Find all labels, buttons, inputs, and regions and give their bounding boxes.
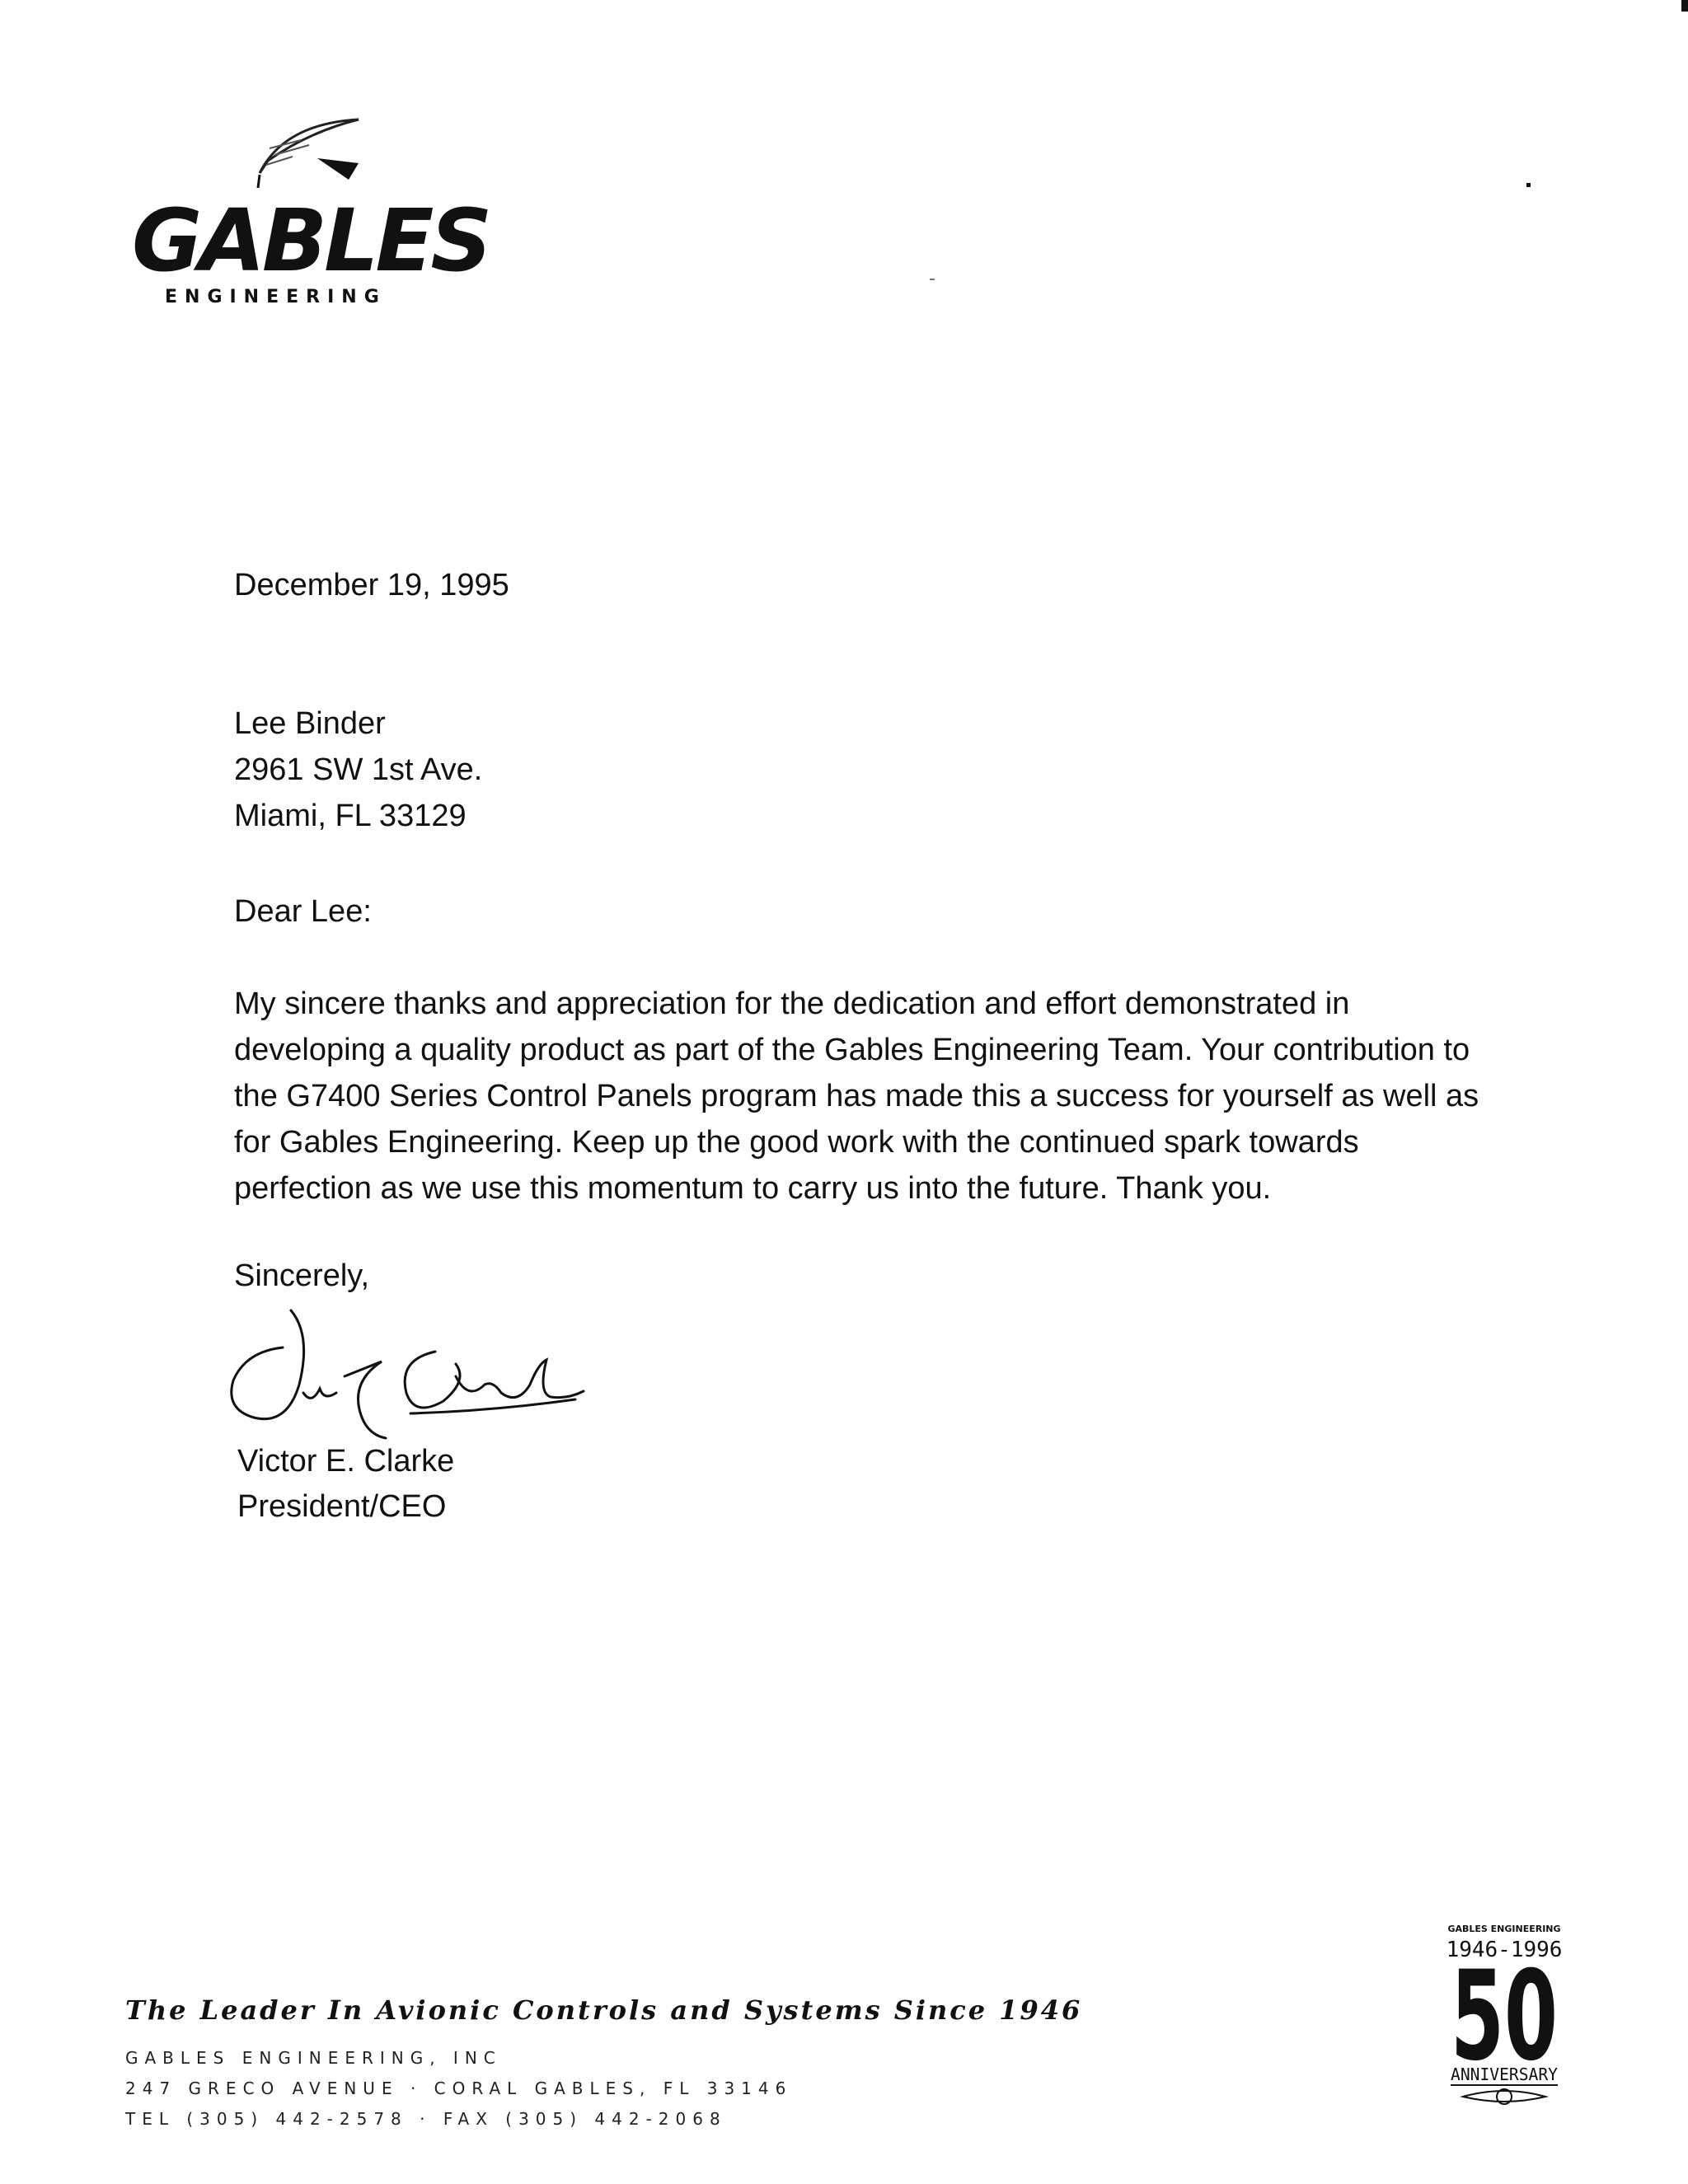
body-line: developing a quality product as part of the Gables Engineering Team. Your contribution to bbox=[234, 1033, 1470, 1067]
footer-company-line: GABLES ENGINEERING, INC bbox=[125, 2048, 502, 2068]
seal-years: 1946-1996 bbox=[1447, 1938, 1562, 1962]
body-line: My sincere thanks and appreciation for the dedication and effort demonstrated in bbox=[234, 987, 1350, 1021]
signer-title: President/CEO bbox=[237, 1489, 447, 1524]
footer-phone-line: TEL (305) 442-2578 · FAX (305) 442-2068 bbox=[125, 2109, 727, 2129]
body-line: perfection as we use this momentum to carry us into the future. Thank you. bbox=[234, 1171, 1272, 1206]
handwritten-signature-icon bbox=[221, 1302, 600, 1442]
company-tagline: The Leader In Avionic Controls and Systems Since 1946 bbox=[125, 1994, 1083, 2026]
seal-number: 50 bbox=[1451, 1945, 1558, 2088]
closing: Sincerely, bbox=[234, 1258, 370, 1293]
gables-wing-logo-icon bbox=[251, 115, 367, 190]
company-logo-subtitle: ENGINEERING bbox=[165, 287, 387, 307]
seal-top-text: GABLES ENGINEERING bbox=[1447, 1924, 1561, 1934]
letter-date: December 19, 1995 bbox=[234, 568, 509, 602]
anniversary-seal-icon bbox=[1447, 1920, 1562, 2118]
recipient-name: Lee Binder bbox=[234, 706, 386, 741]
recipient-address bbox=[234, 701, 482, 839]
scan-speck bbox=[1526, 183, 1531, 187]
recipient-city: Miami, FL 33129 bbox=[234, 799, 467, 833]
letter-body bbox=[234, 981, 1479, 1212]
signer-name: Victor E. Clarke bbox=[237, 1444, 455, 1479]
body-line: for Gables Engineering. Keep up the good work with the continued spark towards bbox=[234, 1125, 1359, 1160]
footer-address-line: 247 GRECO AVENUE · CORAL GABLES, FL 33146 bbox=[125, 2079, 793, 2098]
company-logo-wordmark: GABLES bbox=[132, 190, 490, 291]
scan-edge-mark bbox=[1681, 0, 1688, 12]
seal-label: ANNIVERSARY bbox=[1451, 2064, 1558, 2084]
salutation: Dear Lee: bbox=[234, 894, 372, 929]
body-line: the G7400 Series Control Panels program has made this a success for yourself as well as bbox=[234, 1079, 1479, 1113]
scan-speck bbox=[930, 279, 935, 280]
recipient-street: 2961 SW 1st Ave. bbox=[234, 752, 483, 787]
